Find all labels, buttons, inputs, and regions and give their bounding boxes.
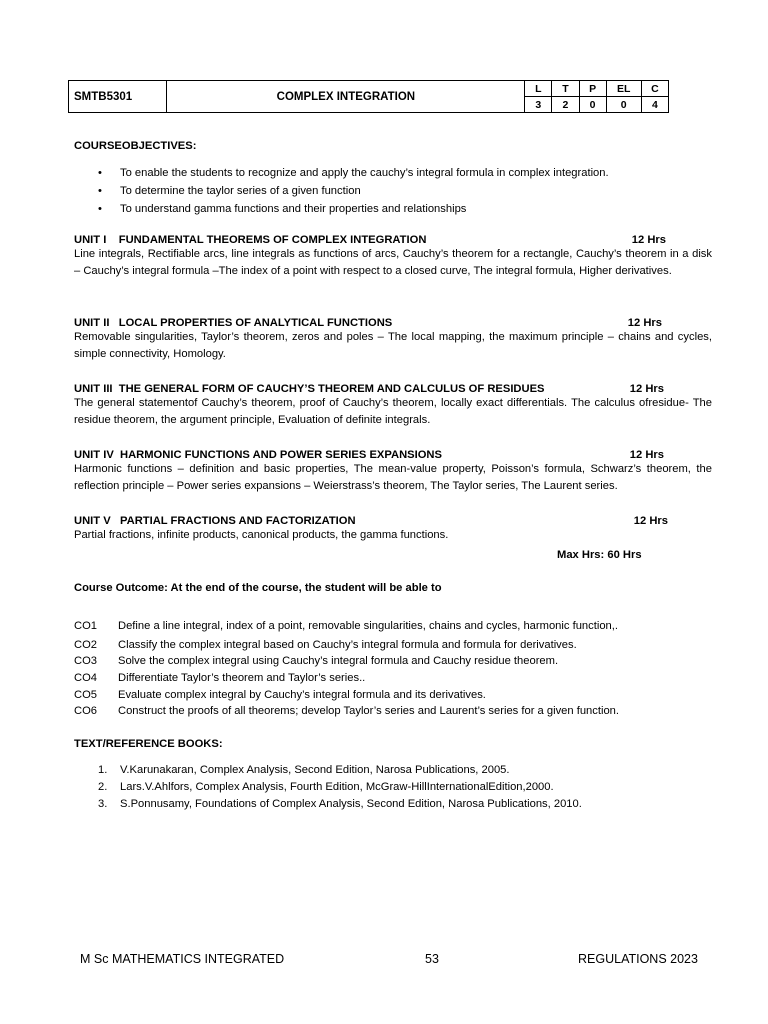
unit-text: Partial fractions, infinite products, canonical products, the gamma functions. bbox=[74, 529, 449, 541]
outcome-item: CO2 Classify the complex integral based on Cauchy’s integral formula and formula for derivatives. bbox=[74, 639, 577, 651]
course-code: SMTB5301 bbox=[69, 81, 167, 113]
unit-title: UNIT III THE GENERAL FORM OF CAUCHY’S THEOREM AND CALCULUS OF RESIDUES bbox=[74, 383, 545, 395]
objectives-heading: COURSEOBJECTIVES: bbox=[74, 140, 197, 152]
course-header-table bbox=[68, 80, 669, 113]
unit-2 bbox=[74, 317, 712, 363]
unit-title: UNIT IV HARMONIC FUNCTIONS AND POWER SERIES EXPANSIONS bbox=[74, 449, 442, 461]
course-title: COMPLEX INTEGRATION bbox=[167, 81, 525, 113]
unit-hrs: 12 Hrs bbox=[633, 515, 668, 527]
max-hours: Max Hrs: 60 Hrs bbox=[557, 549, 642, 561]
unit-text: The general statementof Cauchy’s theorem, proof of Cauchy’s theorem, locally exact differentials. The calculus ofresidue- The residue theorem, the argument principle, Evaluation of definite integrals. bbox=[74, 397, 712, 426]
unit-hrs: 12 Hrs bbox=[631, 234, 666, 246]
book-item: 1. V.Karunakaran, Complex Analysis, Second Edition, Narosa Publications, 2005. bbox=[98, 764, 510, 776]
unit-5 bbox=[74, 515, 712, 544]
unit-title: UNIT II LOCAL PROPERTIES OF ANALYTICAL FUNCTIONS bbox=[74, 317, 393, 329]
outcome-item: CO1 Define a line integral, index of a point, removable singularities, chains and cycles, harmonic function,. bbox=[74, 620, 618, 632]
books-heading: TEXT/REFERENCE BOOKS: bbox=[74, 738, 223, 750]
unit-3 bbox=[74, 383, 712, 429]
outcome-item: CO3 Solve the complex integral using Cauchy’s integral formula and Cauchy residue theorem. bbox=[74, 655, 559, 667]
book-item: 3. S.Ponnusamy, Foundations of Complex Analysis, Second Edition, Narosa Publications, 2010. bbox=[98, 798, 582, 810]
unit-hrs: 12 Hrs bbox=[627, 317, 662, 329]
unit-text: Harmonic functions – definition and basic properties, The mean-value property, Poisson’s formula, Schwarz’s theorem, the reflection principle – Power series expansions – Weierstrass’s theorem, The Taylor series, The Laurent series. bbox=[74, 463, 712, 492]
page-number: 53 bbox=[425, 952, 439, 966]
unit-title: UNIT V PARTIAL FRACTIONS AND FACTORIZATION bbox=[74, 515, 356, 527]
col-l: L bbox=[525, 81, 552, 97]
unit-text: Removable singularities, Taylor’s theorem, zeros and poles – The local mapping, the maximum principle – chains and cycles, simple connectivity, Homology. bbox=[74, 331, 712, 360]
outcome-item: CO5 Evaluate complex integral by Cauchy’s integral formula and its derivatives. bbox=[74, 689, 486, 701]
unit-4 bbox=[74, 449, 712, 495]
outcome-heading: Course Outcome: At the end of the course, the student will be able to bbox=[74, 582, 442, 594]
footer-right: REGULATIONS 2023 bbox=[578, 952, 698, 966]
col-c: C bbox=[641, 81, 668, 97]
unit-text: Line integrals, Rectifiable arcs, line integrals as functions of arcs, Cauchy’s theorem for a rectangle, Cauchy’s theorem in a disk – Cauchy’s integral formula –The index of a point with respect to a closed curve, The integral formula, Higher derivatives. bbox=[74, 248, 712, 277]
val-p: 0 bbox=[579, 97, 606, 113]
col-el: EL bbox=[606, 81, 641, 97]
unit-1 bbox=[74, 234, 712, 280]
unit-hrs: 12 Hrs bbox=[629, 383, 664, 395]
val-c: 4 bbox=[641, 97, 668, 113]
objective-item: • To enable the students to recognize and apply the cauchy’s integral formula in complex integration. bbox=[98, 167, 609, 179]
unit-hrs: 12 Hrs bbox=[629, 449, 664, 461]
val-el: 0 bbox=[606, 97, 641, 113]
outcome-item: CO4 Differentiate Taylor’s theorem and Taylor’s series.. bbox=[74, 672, 366, 684]
col-p: P bbox=[579, 81, 606, 97]
val-l: 3 bbox=[525, 97, 552, 113]
col-t: T bbox=[552, 81, 579, 97]
book-item: 2. Lars.V.Ahlfors, Complex Analysis, Fourth Edition, McGraw-HillInternationalEdition,2000. bbox=[98, 781, 554, 793]
outcome-item: CO6 Construct the proofs of all theorems; develop Taylor’s series and Laurent’s series for a given function. bbox=[74, 705, 620, 717]
objective-item: • To determine the taylor series of a given function bbox=[98, 185, 361, 197]
unit-title: UNIT I FUNDAMENTAL THEOREMS OF COMPLEX INTEGRATION bbox=[74, 234, 427, 246]
objective-item: • To understand gamma functions and their properties and relationships bbox=[98, 203, 467, 215]
footer-left: M Sc MATHEMATICS INTEGRATED bbox=[80, 952, 285, 966]
val-t: 2 bbox=[552, 97, 579, 113]
